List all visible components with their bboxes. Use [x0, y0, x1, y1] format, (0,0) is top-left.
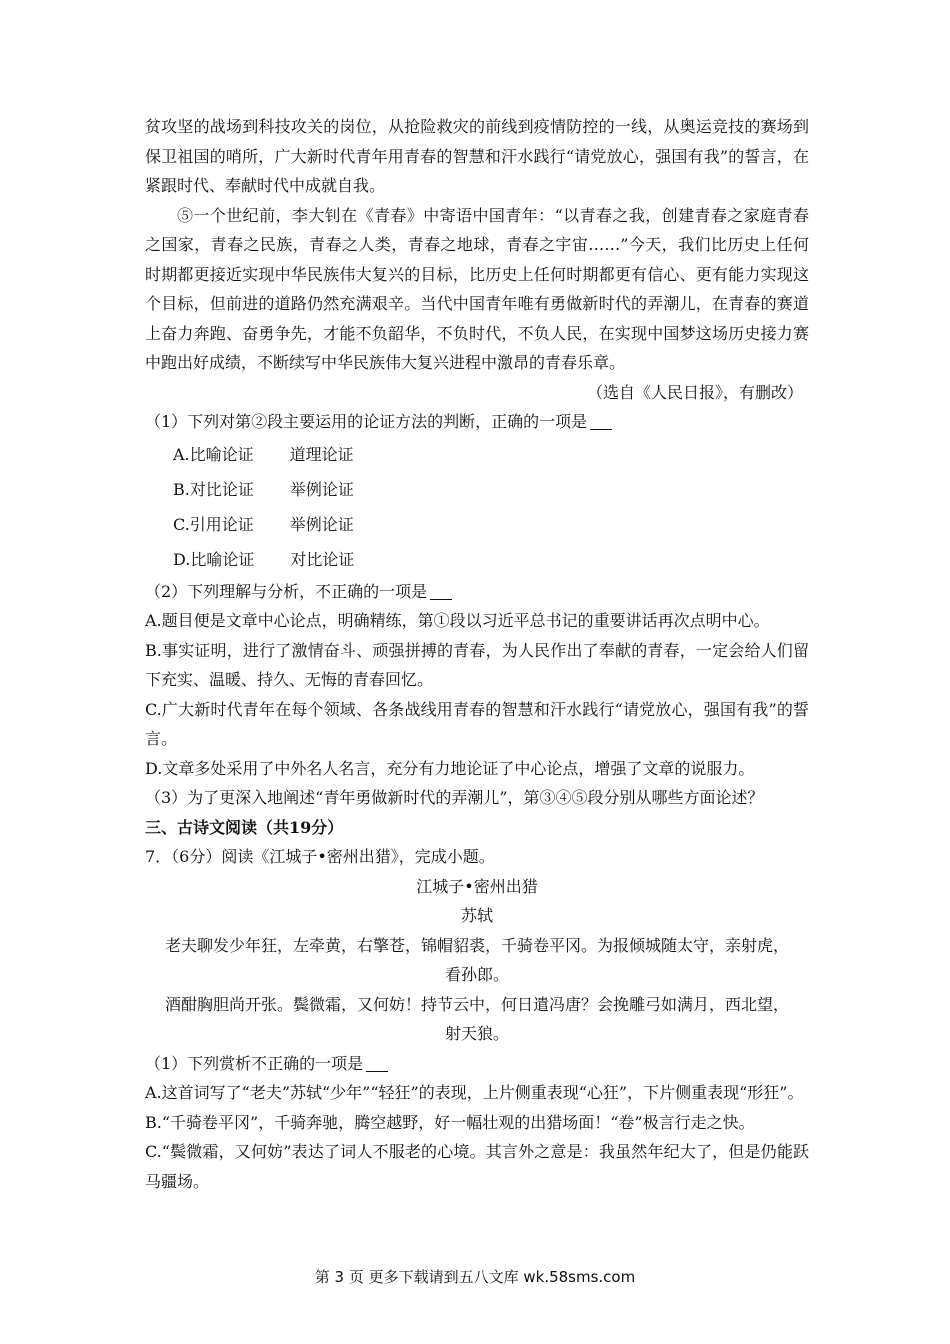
poem-line-1: 老夫聊发少年狂，左牵黄，右擎苍，锦帽貂裘，千骑卷平冈。为报倾城随太守，亲射虎， [164, 935, 789, 955]
section-heading: 三、古诗文阅读（共19分） [145, 817, 344, 837]
question-2-option-d: D.文章多处采用了中外名人名言，充分有力地论证了中心论点，增强了文章的说服力。 [145, 758, 755, 778]
answer-blank [590, 411, 612, 430]
poem-line-2-end: 射天狼。 [444, 1024, 509, 1043]
poem-author: 苏轼 [460, 906, 493, 925]
question-2-option-c: C.广大新时代青年在每个领域、各条战线用青春的智慧和汗水践行“请党放心，强国有我”的誓言。 [145, 699, 809, 748]
question-2-option-b: B.事实证明，进行了激情奋斗、顽强拼搏的青春，为人民作出了奉献的青春，一定会给人们留下充实、温暖、持久、无悔的青春回忆。 [145, 640, 809, 689]
passage-source: （选自《人民日报》，有删改） [586, 382, 803, 402]
question-2-stem: （2）下列理解与分析，不正确的一项是 [145, 577, 809, 607]
question-3-stem: （3）为了更深入地阐述“青年勇做新时代的弄潮儿”，第③④⑤段分别从哪些方面论述？ [145, 788, 764, 807]
poem-line-1-end: 看孙郎。 [444, 965, 509, 984]
poem-line-2: 酒酣胸胆尚开张。鬓微霜，又何妨！持节云中，何日遣冯唐？会挽雕弓如满月，西北望， [164, 994, 789, 1014]
document-body [145, 112, 809, 1196]
question-1-option-c: C.引用论证 举例论证 [173, 514, 354, 534]
page-footer: 第 3 页 更多下载请到五八文库 wk.58sms.com [314, 1268, 636, 1286]
question-1-stem: （1）下列对第②段主要运用的论证方法的判断，正确的一项是 [145, 407, 809, 437]
question-2-option-a: A.题目便是文章中心论点，明确精练，第①段以习近平总书记的重要讲话再次点明中心。 [145, 611, 770, 630]
answer-blank [366, 1053, 388, 1072]
answer-blank [430, 581, 452, 600]
question-1-option-d: D.比喻论证 对比论证 [173, 549, 355, 569]
question-7-sub1-option-c: C.“鬓微霜，又何妨”表达了词人不服老的心境。其言外之意是：我虽然年纪大了，但是仍能跃马疆场。 [145, 1142, 809, 1191]
poem-title: 江城子•密州出猎 [416, 876, 538, 896]
question-1-option-a: A.比喻论证 道理论证 [173, 444, 354, 464]
passage-paragraph-5: ⑤一个世纪前，李大钊在《青春》中寄语中国青年：“以青春之我，创建青春之家庭青春之国家，青春之民族，青春之人类，青春之地球，青春之宇宙……”今天，我们比历史上任何时期都更接近实现中华民族伟大复兴的目标，比历史上任何时期都更有信心、更有能力实现这个目标，但前进的道路仍然充满艰辛。当代中国青年唯有勇做新时代的弄潮儿，在青春的赛道上奋力奔跑、奋勇争先，才能不负韶华，不负时代，不负人民，在实现中国梦这场历史接力赛中跑出好成绩，不断续写中华民族伟大复兴进程中激昂的青春乐章。 [145, 205, 809, 372]
question-1-option-b: B.对比论证 举例论证 [173, 479, 354, 499]
passage-paragraph-continued: 贫攻坚的战场到科技攻关的岗位，从抢险救灾的前线到疫情防控的一线，从奥运竞技的赛场到保卫祖国的哨所，广大新时代青年用青春的智慧和汗水践行“请党放心，强国有我”的誓言，在紧跟时代、奉献时代中成就自我。 [145, 117, 809, 195]
question-7-sub1-stem: （1）下列赏析不正确的一项是 [145, 1049, 809, 1079]
question-7-sub1-option-b: B.“千骑卷平冈”，千骑奔驰，腾空越野，好一幅壮观的出猎场面！“卷”极言行走之快。 [145, 1112, 755, 1132]
question-7-sub1-option-a: A.这首词写了“老夫”苏轼“少年”“轻狂”的表现，上片侧重表现“心狂”，下片侧重表现“形狂”。 [145, 1083, 804, 1102]
question-7-stem: 7．（6分）阅读《江城子•密州出猎》，完成小题。 [145, 847, 495, 866]
